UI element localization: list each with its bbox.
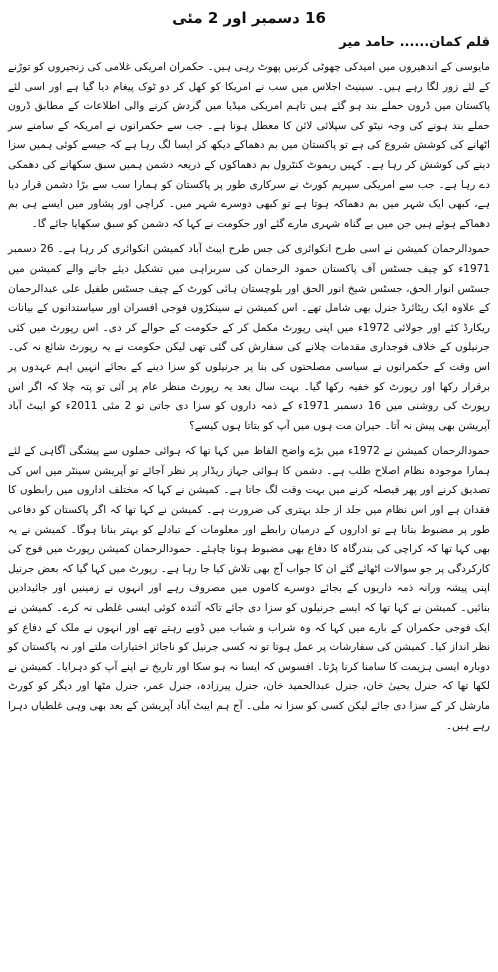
article-paragraph: حمودالرحمان کمیشن نے 1972ء میں بڑے واضح الفاظ میں کہا تھا کہ ہوائی حملوں سے پیشگی آگاہی کے لئے ہمارا موجودہ نظام اصلاح طلب ہے۔ دشمن کا ہوائی جہاز ریڈار پر نظر آجائے تو آپریشن سینٹر میں اس کی تصدیق کرنے اور پھر فیصلہ کرنے میں بہت وقت لگ جاتا ہے۔ کمیشن نے کہا کہ مختلف اداروں میں رابطوں کا فقدان ہے اور اس نظام میں جلد از جلد بہتری کی ضرورت ہے۔ کمیشن نے کہا تھا کہ اگر پاکستان کو دفاعی طور پر مضبوط بنانا ہے تو اداروں کے درمیان رابطے اور معلومات کے تبادلے کو بہتر بنانا ہوگا۔ کمیشن نے یہ بھی کہا تھا کہ کراچی کی بندرگاہ کا دفاع بھی مضبوط ہونا چاہئے۔ حمودالرحمان کمیشن رپورٹ میں فوج کی کارکردگی پر جو سوالات اٹھائے گئے ان کا جواب آج بھی تلاش کیا جا رہا ہے۔ رپورٹ میں کہا گیا کہ بعض جرنیل اپنی پیشہ ورانہ ذمہ داریوں کے بجائے دوسرے کاموں میں مصروف رہے اور انہوں نے زمینیں اور جائیدادیں بنائیں۔ کمیشن نے کہا تھا کہ ایسے جرنیلوں کو سزا دی جائے تاکہ آئندہ کوئی ایسی غلطی نہ کرے۔ کمیشن نے ایک فوجی حکمران کے بارے میں کہا کہ وہ شراب و شباب میں ڈوبے رہتے تھے اور انہوں نے ملک کے دفاع کو نظر انداز کیا۔ کمیشن کی سفارشات پر عمل ہوتا تو نہ کسی جرنیل کو ناجائز اختیارات ملتے اور نہ پاکستان کو دوبارہ ایسی ہزیمت کا سامنا کرنا پڑتا۔ افسوس کہ ایسا نہ ہو سکا اور تاریخ نے اپنے آپ کو دہرایا۔ کمیشن نے لکھا تھا کہ جنرل یحییٰ خان، جنرل عبدالحمید خان، جنرل پیرزادہ، جنرل عمر، جنرل مٹھا اور دیگر کو کورٹ مارشل کر کے سزا دی جائے لیکن کسی کو سزا نہ ملی۔ آج ہم ایبٹ آباد آپریشن کے بعد بھی وہی غلطیاں دہرا رہے ہیں۔ xyxy=(8,445,490,732)
article-paragraph: مایوسی کے اندھیروں میں امیدکی چھوٹی کرنیں پھوٹ رہی ہیں۔ حکمران امریکی غلامی کی زنجیروں کو توڑنے کے لئے زور لگا رہے ہیں۔ سینیٹ اجلاس میں سب نے امریکا کو کھل کر دو ٹوک پیغام دیا گیا ہے اور اسی لئے پاکستان میں ڈرون حملے بند ہو گئے ہیں تاہم امریکی میڈیا میں گردش کرنے والی اطلاعات کے مطابق ڈرون حملے بند ہونے کی وجہ نیٹو کی سپلائی لائن کا معطل ہونا ہے۔ جب سے حکمرانوں نے امریکہ کے سامنے سر اٹھانے کی کوشش شروع کی ہے تو پاکستان میں بم دھماکے دیکھ کر ایسا لگ رہا ہے کہ جیسے کوئی ہمیں سزا دینے کی کوشش کر رہا ہے۔ کہیں ریموٹ کنٹرول بم دھماکوں کے ذریعہ دشمن ہمیں سبق سکھانے کی دھمکی دے رہا ہے۔ جب سے امریکی سپریم کورٹ نے سرکاری طور پر پاکستان کو ہمارا سب سے بڑا دشمن قرار دیا ہے، کبھی ایک شہر میں بم دھماکہ ہوتا ہے تو کبھی دوسرے شہر میں۔ کراچی اور پشاور میں ایسے ہی بم دھماکے ہوئے ہیں جن میں بے گناہ شہری مارے گئے اور حکومت نے کہا کہ دشمن کو سبق سکھایا جائے گا۔ xyxy=(8,61,490,230)
article-byline: قلم کمان...... حامد میر xyxy=(339,35,490,50)
article-title: 16 دسمبر اور 2 مئی xyxy=(172,9,326,27)
article-paragraph: حمودالرحمان کمیشن نے اسی طرح انکوائری کی جس طرح ایبٹ آباد کمیشن انکوائری کر رہا ہے۔ 26 دسمبر 1971ء کو چیف جسٹس آف پاکستان حمود الرحمان کی سربراہی میں تشکیل دیئے جانے والے کمیشن میں جسٹس انوار الحق، جسٹس شیخ انور الحق اور بلوچستان ہائی کورٹ کے چیف جسٹس طفیل علی عبدالرحمان کے علاوہ ایک ریٹائرڈ جنرل بھی شامل تھے۔ اس کمیشن نے سینکڑوں فوجی افسران اور سیاستدانوں کے بیانات ریکارڈ کئے اور جولائی 1972ء میں اپنی رپورٹ مکمل کر کے حکومت کے حوالے کر دی۔ اس رپورٹ میں کئی جرنیلوں کے خلاف فوجداری مقدمات چلانے کی سفارش کی گئی تھی لیکن حکومت نے یہ رپورٹ شائع نہ کی۔ اس وقت کے حکمرانوں نے سیاسی مصلحتوں کی بنا پر جرنیلوں کو سزا دینے کے بجائے انہیں اہم عہدوں پر برقرار رکھا اور رپورٹ کو خفیہ رکھا گیا۔ بہت سال بعد یہ رپورٹ منظر عام پر آئی تو پتہ چلا کہ اگر اس رپورٹ کی روشنی میں 16 دسمبر 1971ء کے ذمہ داروں کو سزا دی جاتی تو 2 مئی 2011ء کو ایبٹ آباد آپریشن بھی پیش نہ آتا۔ حیران مت ہوں میں آپ کو بتاتا ہوں کیسے؟ xyxy=(8,243,490,432)
